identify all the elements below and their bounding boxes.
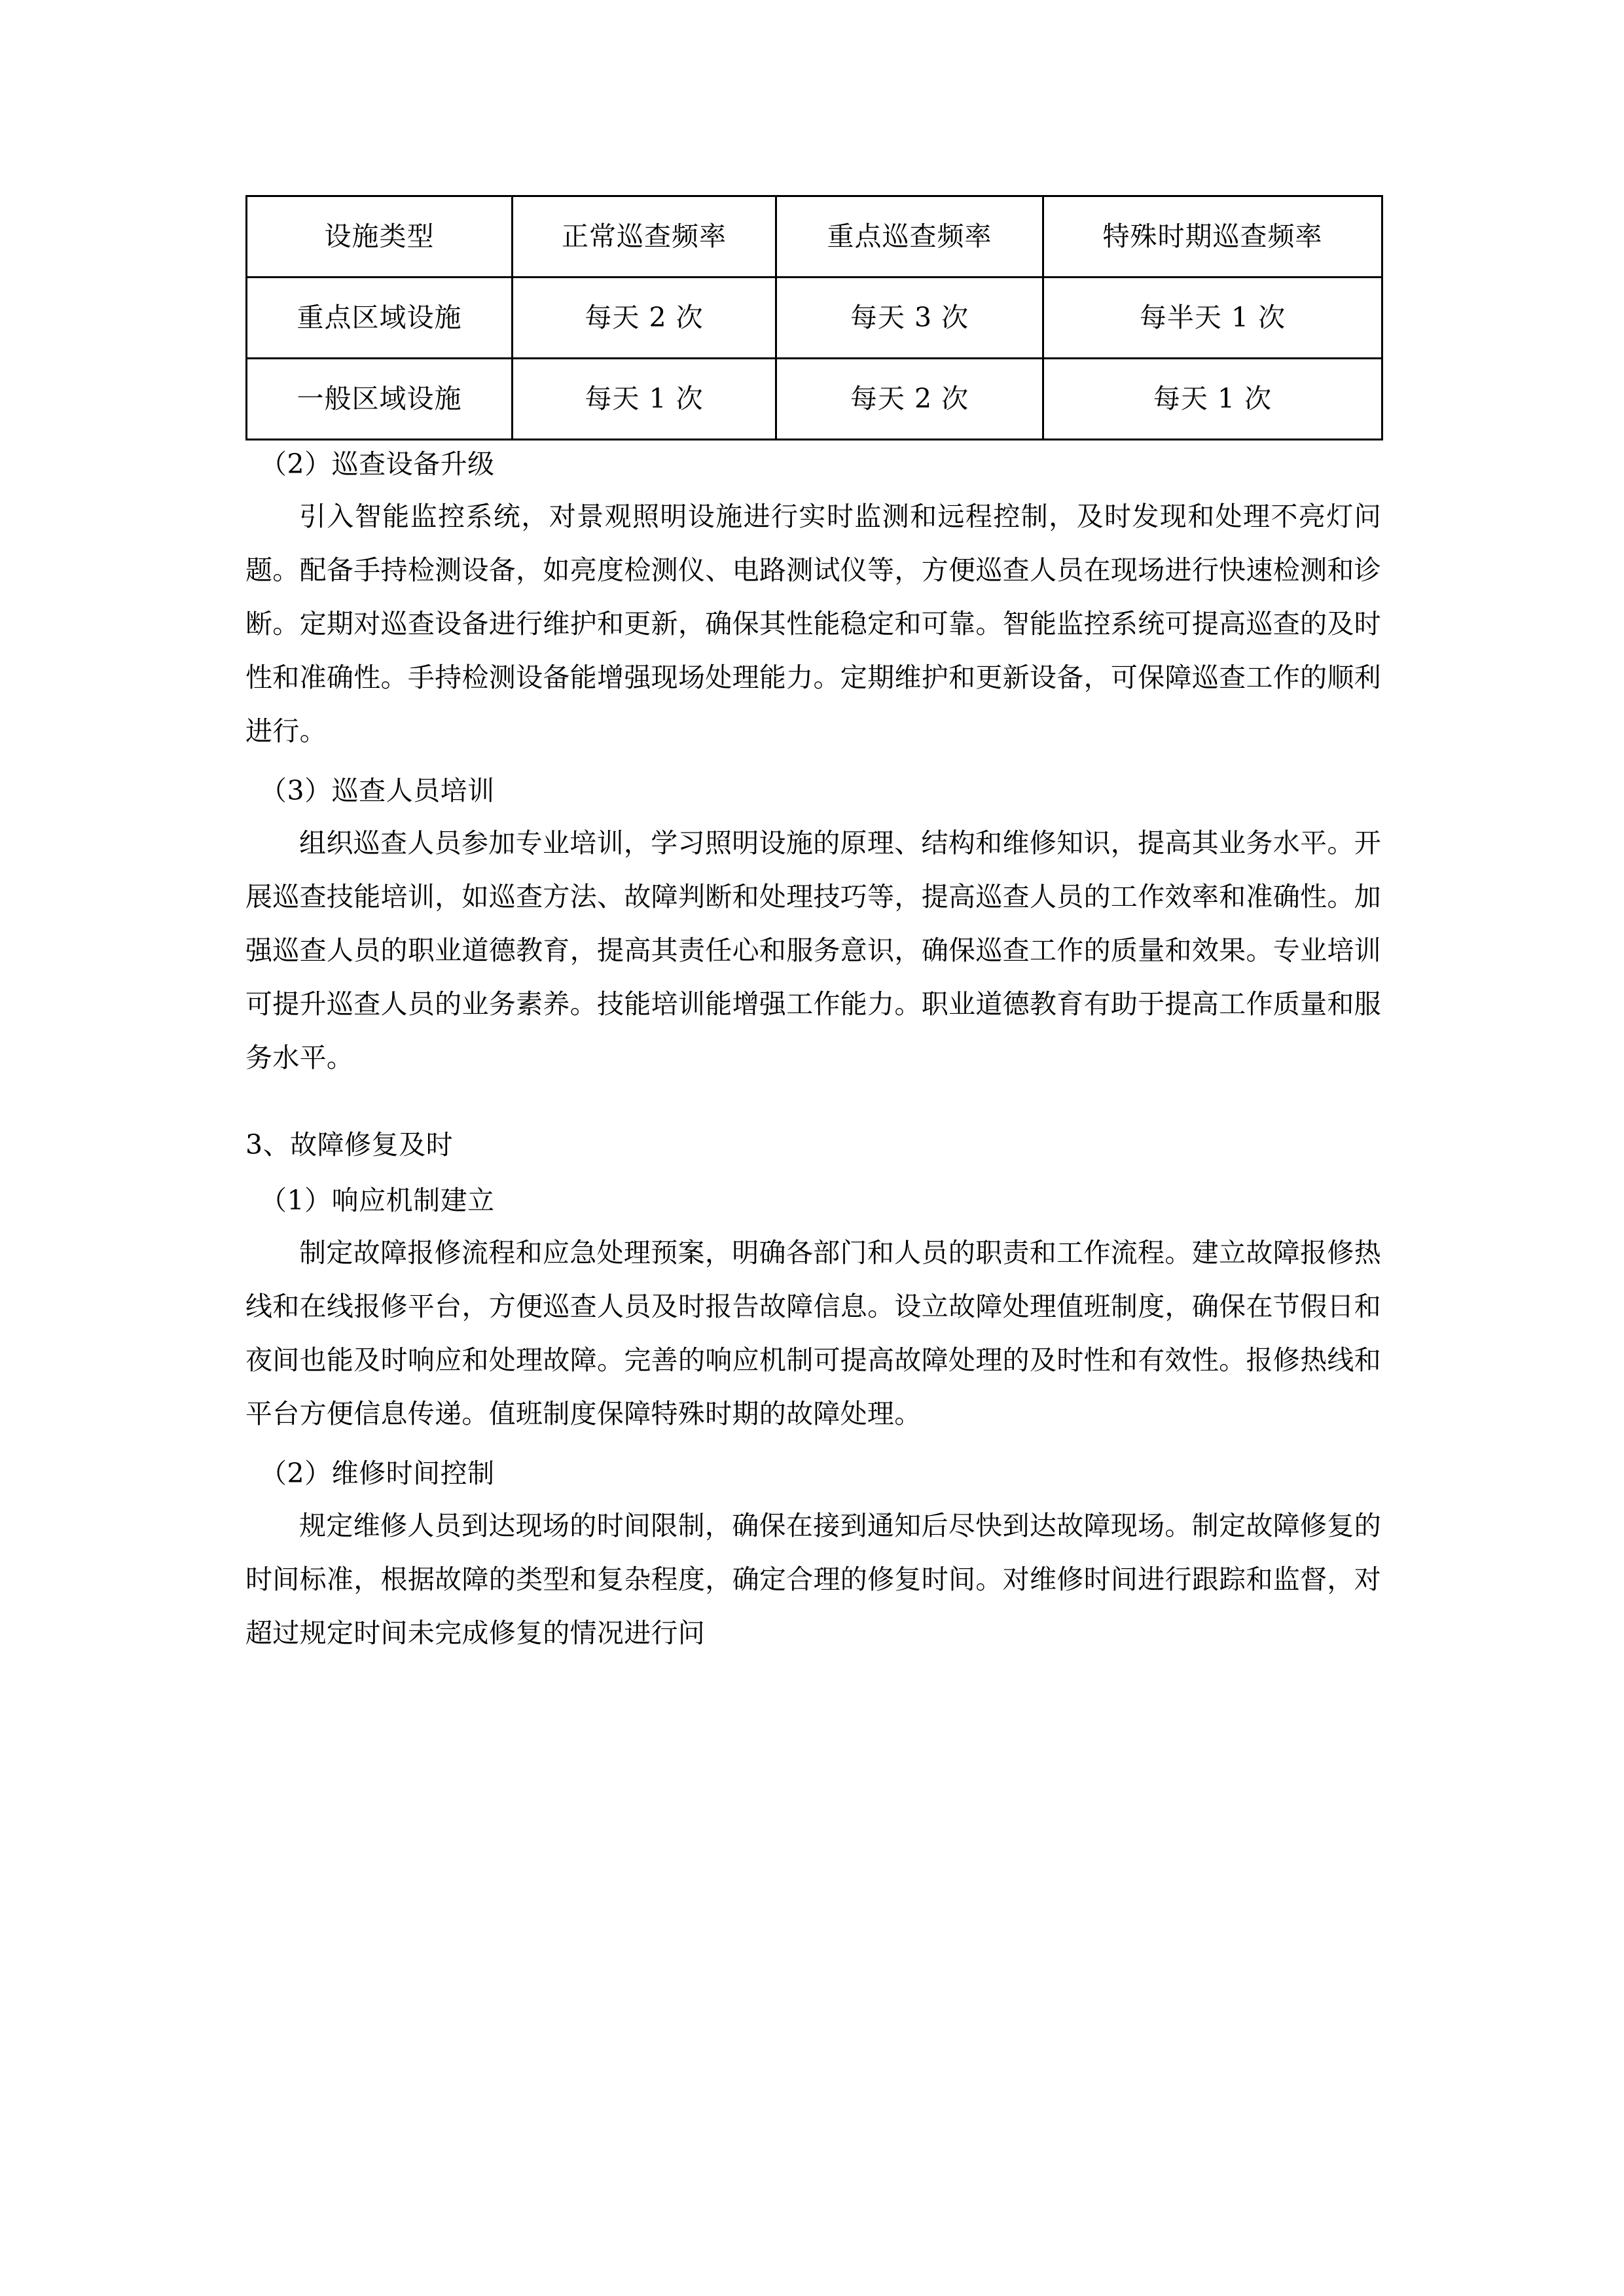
table-header-cell: 正常巡查频率 bbox=[513, 196, 776, 278]
table-row bbox=[247, 359, 1382, 440]
subsection-paragraph-2-repair-time-control: 规定维修人员到达现场的时间限制，确保在接到通知后尽快到达故障现场。制定故障修复的时间标准，根据故障的类型和复杂程度，确定合理的修复时间。对维修时间进行跟踪和监督，对超过规定时间未完成修复的情况进行问 bbox=[245, 1510, 1381, 1649]
table-cell: 一般区域设施 bbox=[247, 359, 513, 440]
main-heading-fault-repair: 3、故障修复及时 bbox=[245, 1129, 454, 1160]
table-header-cell: 设施类型 bbox=[247, 196, 513, 278]
table-row bbox=[247, 278, 1382, 359]
table-cell: 每天 3 次 bbox=[776, 278, 1043, 359]
section-heading-2-equipment-upgrade: （2）巡查设备升级 bbox=[260, 448, 495, 480]
page-content bbox=[245, 195, 1381, 1660]
table-cell: 每半天 1 次 bbox=[1043, 278, 1382, 359]
table-header-cell: 特殊时期巡查频率 bbox=[1043, 196, 1382, 278]
table-cell: 每天 1 次 bbox=[1043, 359, 1382, 440]
table-cell: 重点区域设施 bbox=[247, 278, 513, 359]
subsection-heading-1-response-mechanism: （1）响应机制建立 bbox=[260, 1185, 495, 1216]
subsection-heading-2-repair-time-control: （2）维修时间控制 bbox=[260, 1458, 495, 1489]
subsection-paragraph-1-response-mechanism: 制定故障报修流程和应急处理预案，明确各部门和人员的职责和工作流程。建立故障报修热线和在线报修平台，方便巡查人员及时报告故障信息。设立故障处理值班制度，确保在节假日和夜间也能及时响应和处理故障。完善的响应机制可提高故障处理的及时性和有效性。报修热线和平台方便信息传递。值班制度保障特殊时期的故障处理。 bbox=[245, 1237, 1381, 1429]
inspection-frequency-table bbox=[245, 195, 1383, 440]
section-paragraph-3-staff-training: 组织巡查人员参加专业培训，学习照明设施的原理、结构和维修知识，提高其业务水平。开展巡查技能培训，如巡查方法、故障判断和处理技巧等，提高巡查人员的工作效率和准确性。加强巡查人员的职业道德教育，提高其责任心和服务意识，确保巡查工作的质量和效果。专业培训可提升巡查人员的业务素养。技能培训能增强工作能力。职业道德教育有助于提高工作质量和服务水平。 bbox=[245, 827, 1381, 1073]
spacer bbox=[245, 1158, 1381, 1187]
section-paragraph-2-equipment-upgrade: 引入智能监控系统，对景观照明设施进行实时监测和远程控制，及时发现和处理不亮灯问题。配备手持检测设备，如亮度检测仪、电路测试仪等，方便巡查人员在现场进行快速检测和诊断。定期对巡查设备进行维护和更新，确保其性能稳定和可靠。智能监控系统可提高巡查的及时性和准确性。手持检测设备能增强现场处理能力。定期维护和更新设备，可保障巡查工作的顺利进行。 bbox=[245, 501, 1381, 747]
table-cell: 每天 2 次 bbox=[776, 359, 1043, 440]
section-heading-3-staff-training: （3）巡查人员培训 bbox=[260, 775, 495, 806]
spacer bbox=[245, 1085, 1381, 1132]
table-cell: 每天 1 次 bbox=[513, 359, 776, 440]
table-header-cell: 重点巡查频率 bbox=[776, 196, 1043, 278]
table-cell: 每天 2 次 bbox=[513, 278, 776, 359]
table-header-row bbox=[247, 196, 1382, 278]
